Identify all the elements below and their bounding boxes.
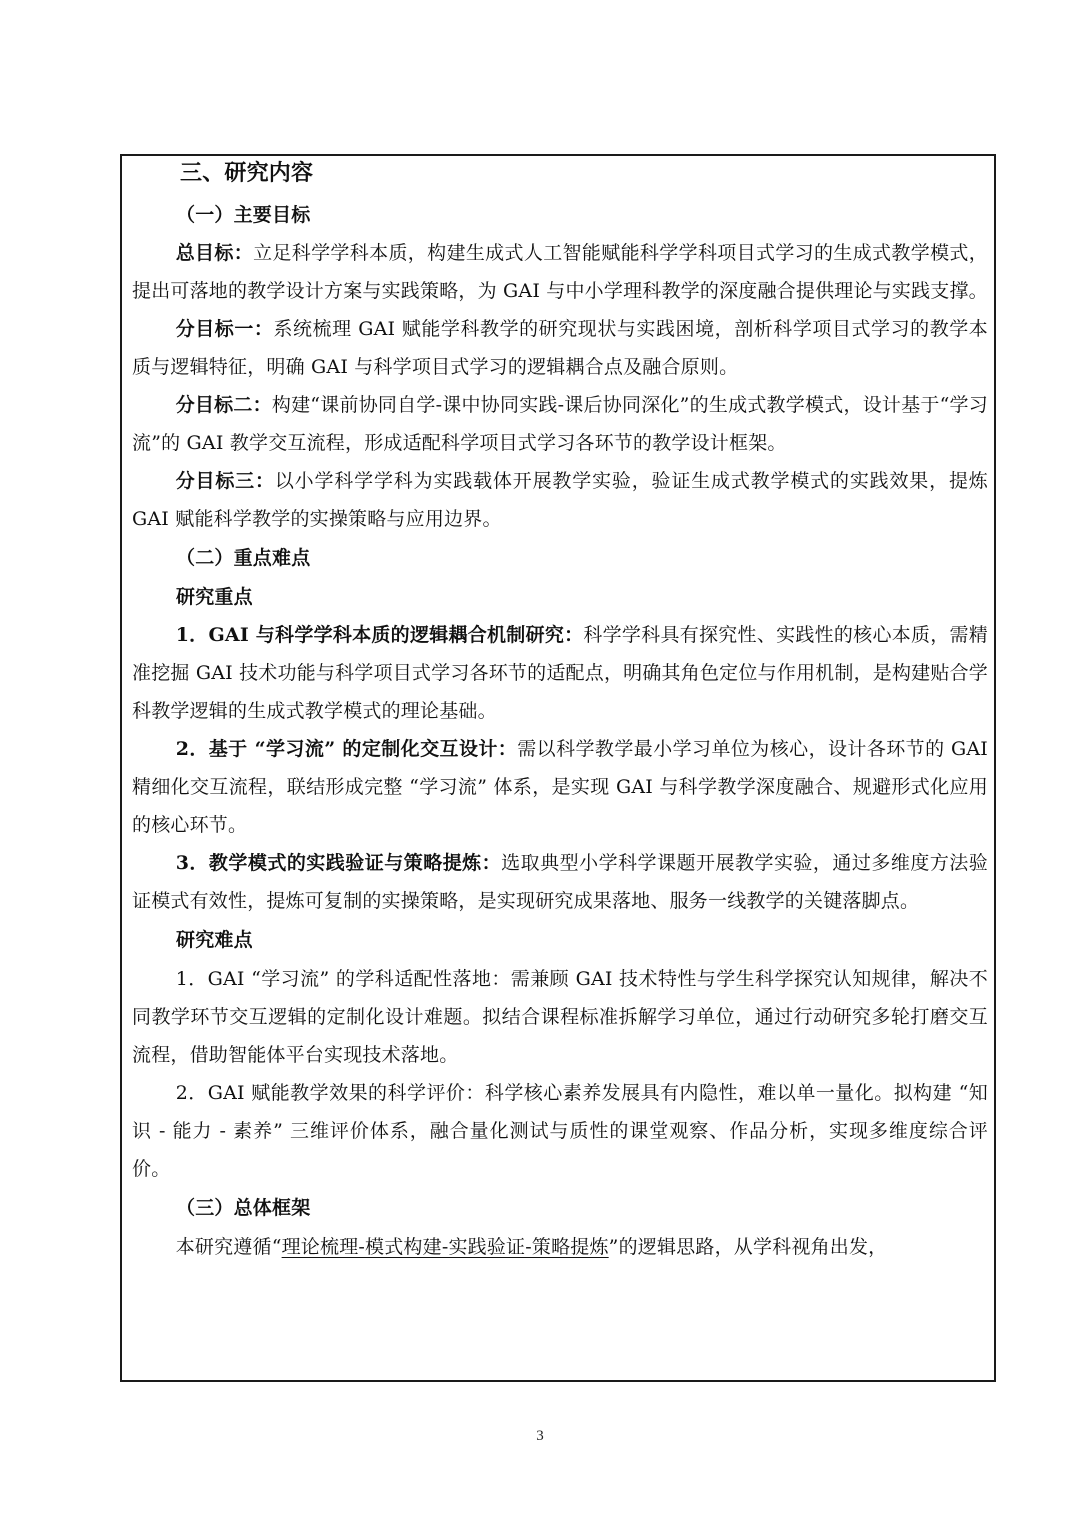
- focus-item-1: [132, 616, 988, 730]
- page-number: 3: [536, 1428, 544, 1444]
- key-points-heading: （二）重点难点: [176, 547, 311, 569]
- goals-heading: （一）主要目标: [176, 204, 311, 226]
- sub-goal-2-text: 构建“课前协同自学-课中协同实践-课后协同深化”的生成式教学模式，设计基于“学习流”的 GAI 教学交互流程，形成适配科学项目式学习各环节的教学设计框架。: [132, 394, 988, 454]
- focus-item-2-label: 2．基于 “学习流” 的定制化交互设计：: [175, 738, 518, 760]
- sub-goal-3-label: 分目标三：: [175, 470, 275, 492]
- framework-intro-paragraph: [132, 1228, 988, 1266]
- sub-goal-1-text: 系统梳理 GAI 赋能学科教学的研究现状与实践困境，剖析科学项目式学习的教学本质与逻辑特征，明确 GAI 与科学项目式学习的逻辑耦合点及融合原则。: [132, 318, 988, 378]
- focus-item-3-text: 选取典型小学科学课题开展教学实验，通过多维度方法验证模式有效性，提炼可复制的实操策略，是实现研究成果落地、服务一线教学的关键落脚点。: [132, 852, 988, 912]
- framework-heading: （三）总体框架: [176, 1197, 311, 1219]
- framework-intro-prefix: 本研究遵循“: [175, 1236, 282, 1258]
- focus-item-2: [132, 730, 988, 844]
- focus-item-3-label: 3．教学模式的实践验证与策略提炼：: [175, 852, 502, 874]
- overall-goal-paragraph: [132, 234, 988, 310]
- section-title: 三、研究内容: [180, 160, 314, 186]
- sub-goal-1-paragraph: [132, 310, 988, 386]
- sub-goal-1-label: 分目标一：: [175, 318, 274, 340]
- focus-item-1-text: 科学学科具有探究性、实践性的核心本质，需精准挖掘 GAI 技术功能与科学项目式学习各环节的适配点，明确其角色定位与作用机制，是构建贴合学科教学逻辑的生成式教学模式的理论基础。: [132, 624, 988, 722]
- framework-intro-suffix: ”的逻辑思路，从学科视角出发，: [608, 1236, 888, 1258]
- sub-goal-2-paragraph: [132, 386, 988, 462]
- sub-goal-3-text: 以小学科学学科为实践载体开展教学实验，验证生成式教学模式的实践效果，提炼 GAI 赋能科学教学的实操策略与应用边界。: [132, 470, 988, 530]
- focus-item-1-label: 1．GAI 与科学学科本质的逻辑耦合机制研究：: [175, 624, 584, 646]
- focus-item-2-text: 需以科学教学最小学习单位为核心，设计各环节的 GAI 精细化交互流程，联结形成完整 “学习流” 体系，是实现 GAI 与科学教学深度融合、规避形式化应用的核心环节。: [132, 738, 988, 836]
- focus-item-3: [132, 844, 988, 920]
- research-difficulty-heading: 研究难点: [176, 929, 253, 951]
- overall-goal-label: 总目标：: [175, 242, 254, 264]
- difficulty-item-2: 2．GAI 赋能教学效果的科学评价：科学核心素养发展具有内隐性，难以单一量化。拟构建 “知识 - 能力 - 素养” 三维评价体系，融合量化测试与质性的课堂观察、作品分析，实现多维度综合评价。: [132, 1082, 988, 1180]
- sub-goal-2-label: 分目标二：: [175, 394, 272, 416]
- sub-goal-3-paragraph: [132, 462, 988, 538]
- framework-intro-path: 理论梳理-模式构建-实践验证-策略提炼: [281, 1236, 609, 1258]
- overall-goal-text: 立足科学学科本质，构建生成式人工智能赋能科学学科项目式学习的生成式教学模式，提出可落地的教学设计方案与实践策略，为 GAI 与中小学理科教学的深度融合提供理论与实践支撑。: [132, 242, 988, 302]
- difficulty-item-1: 1．GAI “学习流” 的学科适配性落地：需兼顾 GAI 技术特性与学生科学探究认知规律，解决不同教学环节交互逻辑的定制化设计难题。拟结合课程标准拆解学习单位，通过行动研究多轮打磨交互流程，借助智能体平台实现技术落地。: [132, 968, 988, 1066]
- document-body: [132, 150, 988, 1266]
- research-focus-heading: 研究重点: [176, 586, 253, 608]
